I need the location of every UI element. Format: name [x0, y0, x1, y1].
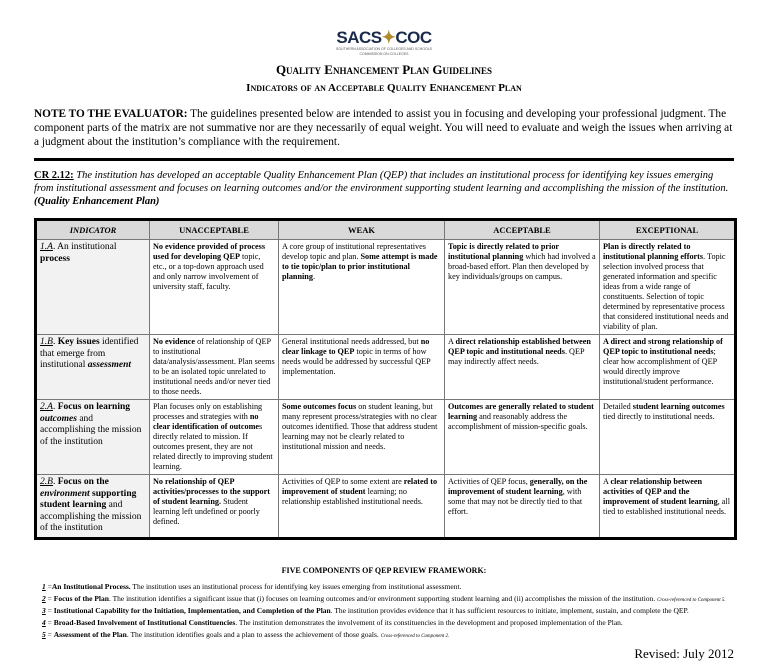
indicator-code: 2.A — [40, 402, 53, 412]
framework-item: 4 = Broad-Based Involvement of Institutional Constituencies. The institution demonstrates the involvement of its constituencies in the development and proposed implementation of the Plan. — [42, 617, 623, 627]
table-row — [36, 335, 736, 400]
logo-text-sacs: SACS — [336, 28, 382, 47]
component-number: 5 — [42, 629, 46, 639]
rating-cell: Plan focuses only on establishing processes and strategies with no clear identification of outcomes directly related to mission. If outcomes present, they are not related directly to improving student learning. — [150, 400, 279, 475]
indicator-cell: 1.A. An institutional process — [36, 240, 150, 335]
logo-star-icon: ✦ — [381, 28, 396, 47]
rating-cell: No evidence provided of process used for developing QEP topic, etc., or a top-down approach used and only narrow involvement of university staff, faculty. — [150, 240, 279, 335]
rating-cell: Topic is directly related to prior institutional planning which had involved a broad-based effort. Plan then developed by key individuals/groups on campus. — [445, 240, 600, 335]
rating-cell: General institutional needs addressed, but no clear linkage to QEP topic in terms of how needs would be addressed by successful QEP implementation. — [279, 335, 445, 400]
logo-sub-1: SOUTHERN ASSOCIATION OF COLLEGES AND SCHOOLS — [335, 47, 432, 51]
indicator-cell: 2.A. Focus on learning outcomes and accomplishing the mission of the institution — [36, 400, 150, 475]
rating-cell: No relationship of QEP activities/processes to the support of student learning. Student learning left undefined or poorly defined. — [150, 475, 279, 539]
indicator-cell: 2.B. Focus on the environment supporting student learning and accomplishing the mission of the institution — [36, 475, 150, 539]
rating-cell: No evidence of relationship of QEP to institutional data/analysis/assessment. Plan seems to be an isolated topic unrelated to institutional needs and/or never tied to those needs. — [150, 335, 279, 400]
logo-text-coc: COC — [395, 28, 432, 47]
logo-mark — [329, 28, 439, 47]
rating-cell: Some outcomes focus on student leaning, but many represent process/strategies with no clear outcomes identified. Those that address student learning may not be clearly related to institutional mission and needs. — [279, 400, 445, 475]
table-row — [36, 400, 736, 475]
rating-cell: A direct and strong relationship of QEP topic to institutional needs; clear how accomplishment of QEP would directly improve institutional/student performance. — [600, 335, 736, 400]
framework-item: 5 = Assessment of the Plan. The institution identifies goals and a plan to assess the achievement of those goals. Cross-referenced to Component 2. — [42, 629, 450, 639]
indicator-code: 1.A — [40, 242, 53, 252]
evaluator-note — [34, 107, 734, 149]
document-subtitle: Indicators of an Acceptable Quality Enhancement Plan — [246, 82, 522, 94]
document-title: Quality Enhancement Plan Guidelines — [275, 62, 493, 77]
indicator-code: 1.B — [40, 337, 53, 347]
component-number: 2 — [42, 593, 46, 603]
revised-date: Revised: July 2012 — [634, 645, 734, 661]
framework-item: 2 = Focus of the Plan. The institution identifies a significant issue that (i) focuses on learning outcomes and/or environment supporting student learning and (ii) accomplishes the mission of the institution. Cross-referenced to Component 5. — [42, 593, 726, 603]
column-header: INDICATOR — [36, 220, 150, 240]
column-header: ACCEPTABLE — [445, 220, 600, 240]
component-number: 4 — [42, 617, 46, 627]
note-text: The guidelines presented below are intended to assist you in focusing and developing your professional judgment. The component parts of the matrix are not summative nor are they necessarily of equal weight. You will need to evaluate and weigh the issues when arriving at a judgment about the institution’s compliance with the requirement. — [34, 108, 733, 148]
table-row — [36, 240, 736, 335]
framework-item: 1 =An Institutional Process. The institution uses an institutional process for identifying key issues emerging from institutional assessment. — [42, 581, 462, 591]
note-label: NOTE TO THE EVALUATOR: — [34, 108, 188, 120]
indicators-table — [34, 218, 737, 540]
column-header: UNACCEPTABLE — [150, 220, 279, 240]
rating-cell: Plan is directly related to institutional planning efforts. Topic selection involved process that generated information and specific ideas from a wide range of constituents. Selection of topic determined by representative process that considered institutional needs and viability of plan. — [600, 240, 736, 335]
framework-heading: FIVE COMPONENTS OF QEP REVIEW FRAMEWORK: — [281, 565, 487, 575]
cr-statement — [34, 169, 734, 208]
cross-reference: Cross-referenced to Component 5. — [657, 597, 726, 603]
component-number: 1 — [42, 581, 46, 591]
table-row — [36, 475, 736, 539]
column-header: WEAK — [279, 220, 445, 240]
rating-cell: Activities of QEP to some extent are related to improvement of student learning; no relationship established institutional needs. — [279, 475, 445, 539]
rating-cell: Detailed student learning outcomes tied directly to institutional needs. — [600, 400, 736, 475]
logo-subtitle — [329, 47, 439, 56]
rating-cell: Outcomes are generally related to student learning and reasonably address the accomplishment of mission-specific goals. — [445, 400, 600, 475]
cross-reference: Cross-referenced to Component 2. — [380, 633, 450, 639]
divider — [34, 158, 734, 161]
cr-label: CR 2.12: — [34, 170, 74, 181]
column-header: EXCEPTIONAL — [600, 220, 736, 240]
indicator-cell: 1.B. Key issues identified that emerge from institutional assessment — [36, 335, 150, 400]
rating-cell: A clear relationship between activities of QEP and the improvement of student learning, all tied to established institutional needs. — [600, 475, 736, 539]
component-number: 3 — [42, 605, 46, 615]
rating-cell: A direct relationship established between QEP topic and institutional needs. QEP may indirectly affect needs. — [445, 335, 600, 400]
logo-sub-2: COMMISSION ON COLLEGES — [359, 51, 409, 56]
cr-bold: (Quality Enhancement Plan) — [34, 196, 160, 207]
sacs-coc-logo — [329, 28, 439, 56]
cr-text: The institution has developed an acceptable Quality Enhancement Plan (QEP) that includes an institutional process for identifying key issues emerging from institutional assessment and focuses on learning outcomes and/or the environment supporting student learning and accomplishing the mission of the institution. — [34, 170, 729, 194]
framework-list — [34, 582, 734, 642]
framework-item: 3 = Institutional Capability for the Initiation, Implementation, and Completion of the Plan. The institution provides evidence that it has sufficient resources to initiate, implement, sustain, and complete the QEP. — [42, 605, 689, 615]
header-row — [36, 220, 736, 240]
indicator-code: 2.B — [40, 477, 53, 487]
rating-cell: A core group of institutional representatives develop topic and plan. Some attempt is made to tie topic/plan to prior institutional planning. — [279, 240, 445, 335]
rating-cell: Activities of QEP focus, generally, on the improvement of student learning, with some that may not be directly tied to that effort. — [445, 475, 600, 539]
